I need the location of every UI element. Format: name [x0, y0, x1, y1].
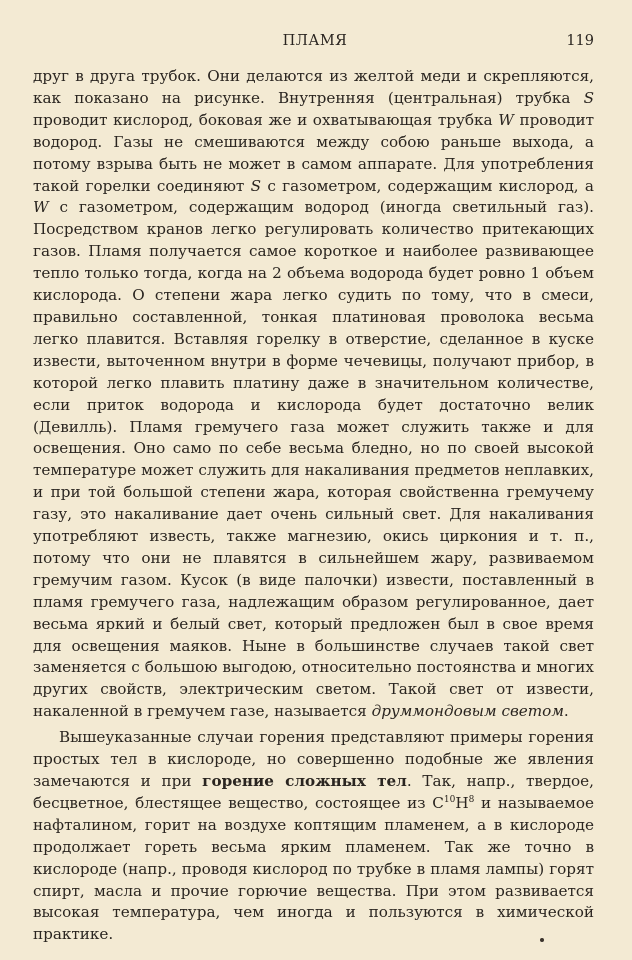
- superscript: 10: [443, 794, 456, 805]
- symbol-s: S: [250, 176, 262, 195]
- symbol-s: S: [583, 88, 594, 107]
- text-run: проводит кислород, боковая же и охватывающая трубка: [33, 110, 499, 129]
- page-header: [36, 33, 594, 53]
- text-run: . Так, напр., твердое, бесцветное, блестящее вещество, состоящее из C: [33, 772, 594, 812]
- text-run: и называемое нафталином, горит на воздухе коптящим пламенем, а в кислороде продолжает гореть весьма ярким пламенем. Так же точно в кислороде (напр., проводя кислород по трубке в пламя лампы) горят спирт, масла и прочие горючие вещества. При этом развивается высокая температура, чем иногда и пользуются в химической практике.: [33, 793, 594, 944]
- italic-term: друммондовым светом: [371, 702, 564, 721]
- text-run: друг в друга трубок. Они делаются из желтой меди и скрепляются, как показано на рисунке. Внутренняя (центральная) трубка: [33, 67, 594, 107]
- bold-term: горение сложных тел: [202, 772, 407, 790]
- paragraph-1: [33, 66, 594, 723]
- symbol-w: W: [498, 110, 514, 129]
- text-run: проводит водород. Газы не смешиваются между собою раньше выхода, а потому взрыва быть не может в самом аппарате. Для употребления такой горелки соединяют: [33, 110, 595, 195]
- ink-dot: [540, 938, 544, 942]
- running-head: ПЛАМЯ: [282, 33, 348, 49]
- superscript: 8: [468, 794, 475, 805]
- text-run: с газометром, содержащим водород (иногда светильный газ). Посредством кранов легко регулировать количество притекающих газов. Пламя получается самое короткое и наиболее развивающее тепло только тогда, когда на 2 объема водорода будет ровно 1 объем кислорода. О степени жара легко судить по тому, что в смеси, правильно составленной, тонкая платиновая проволока весьма легко плавится. Вставляя горелку в отверстие, сделанное в куске извести, выточенном внутри в форме чечевицы, получают прибор, в которой легко плавить платину даже в значительном количестве, если приток водорода и кислорода будет достаточно велик (Девилль). Пламя гремучего газа может служить также и для освещения. Оно само по себе весьма бледно, но по своей высокой температуре может служить для накаливания предметов неплавких, и при той большой степени жара, которая свойственна гремучему газу, это накаливание дает очень сильный свет. Для накаливания употребляют известь, также магнезию, окись циркония и т. п., потому что они не плавятся в сильнейшем жару, развиваемом гремучим газом. Кусок (в виде палочки) извести, поставленный в пламя гремучего газа, надлежащим образом регулированное, дает весьма яркий и белый свет, который предложен был в свое время для освещения маяков. Ныне в большинстве случаев такой свет заменяется с большою выгодою, относительно постоянства и многих других свойств, электрическим светом. Такой свет от извести, накаленной в гремучем газе, называется: [33, 198, 594, 721]
- page-number: 119: [566, 33, 594, 49]
- text-run: H: [455, 793, 469, 812]
- text-run: .: [563, 702, 569, 721]
- text-run: с газометром, содержащим кислород, а: [261, 176, 594, 195]
- paragraph-2: [33, 727, 594, 946]
- symbol-w: W: [33, 198, 49, 217]
- text-run: Вышеуказанные случаи горения представляют примеры горения простых тел в кислороде, но совершенно подобные же явления замечаются и при: [33, 728, 594, 790]
- body-text: [33, 66, 594, 946]
